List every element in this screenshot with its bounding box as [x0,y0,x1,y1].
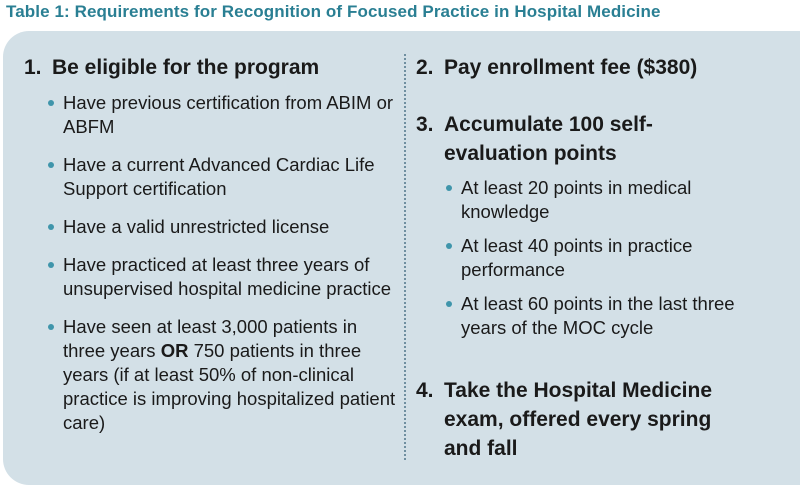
step-2-number: 2. [416,56,434,79]
requirements-panel [3,31,800,485]
bullet-icon [48,100,54,106]
list-item-text: Have seen at least 3,000 patients in three years [63,316,358,361]
step-4-heading [416,376,746,463]
list-item-text: At least 40 points in practice performance [461,235,693,280]
bullet-icon [48,324,54,330]
list-item-text: Have a current Advanced Cardiac Life Support certification [63,154,375,199]
list-item-text: Have practiced at least three years of unsupervised hospital medicine practice [63,254,392,299]
bullet-icon [446,185,452,191]
list-item-text: Have previous certification from ABIM or ABFM [63,92,394,137]
points-list [446,176,776,340]
step-1-number: 1. [24,56,42,79]
column-divider [404,54,406,460]
list-item [48,91,398,139]
list-item-text: Have a valid unrestricted license [63,216,330,237]
bullet-icon [48,262,54,268]
or-emphasis: OR [160,340,189,361]
list-item [48,215,398,239]
step-4-text: Take the Hospital Medicine exam, offered every spring and fall [444,379,713,460]
bullet-icon [446,243,452,249]
bullet-icon [446,301,452,307]
eligibility-list [48,91,398,435]
bullet-icon [48,224,54,230]
step-2-text: Pay enrollment fee ($380) [444,56,698,79]
list-item [48,253,398,301]
step-1-heading [24,53,399,82]
step-3-number: 3. [416,113,434,136]
step-2-heading [416,53,791,82]
step-1-text: Be eligible for the program [52,56,320,79]
table-title: Table 1: Requirements for Recognition of Focused Practice in Hospital Medicine [6,2,661,21]
step-4-number: 4. [416,379,434,402]
bullet-icon [48,162,54,168]
step-3-text: Accumulate 100 self-evaluation points [444,113,653,165]
list-item [48,153,398,201]
step-3-heading [416,110,716,168]
list-item-text: At least 20 points in medical knowledge [461,177,692,222]
list-item-text: At least 60 points in the last three years of the MOC cycle [461,293,735,338]
list-item-text-cont: 750 patients in three years (if at least 50% of non-clinical practice is improving hospitalized patient care) [63,340,396,433]
list-item [446,234,776,282]
list-item [48,315,398,435]
list-item [446,176,776,224]
list-item [446,292,776,340]
